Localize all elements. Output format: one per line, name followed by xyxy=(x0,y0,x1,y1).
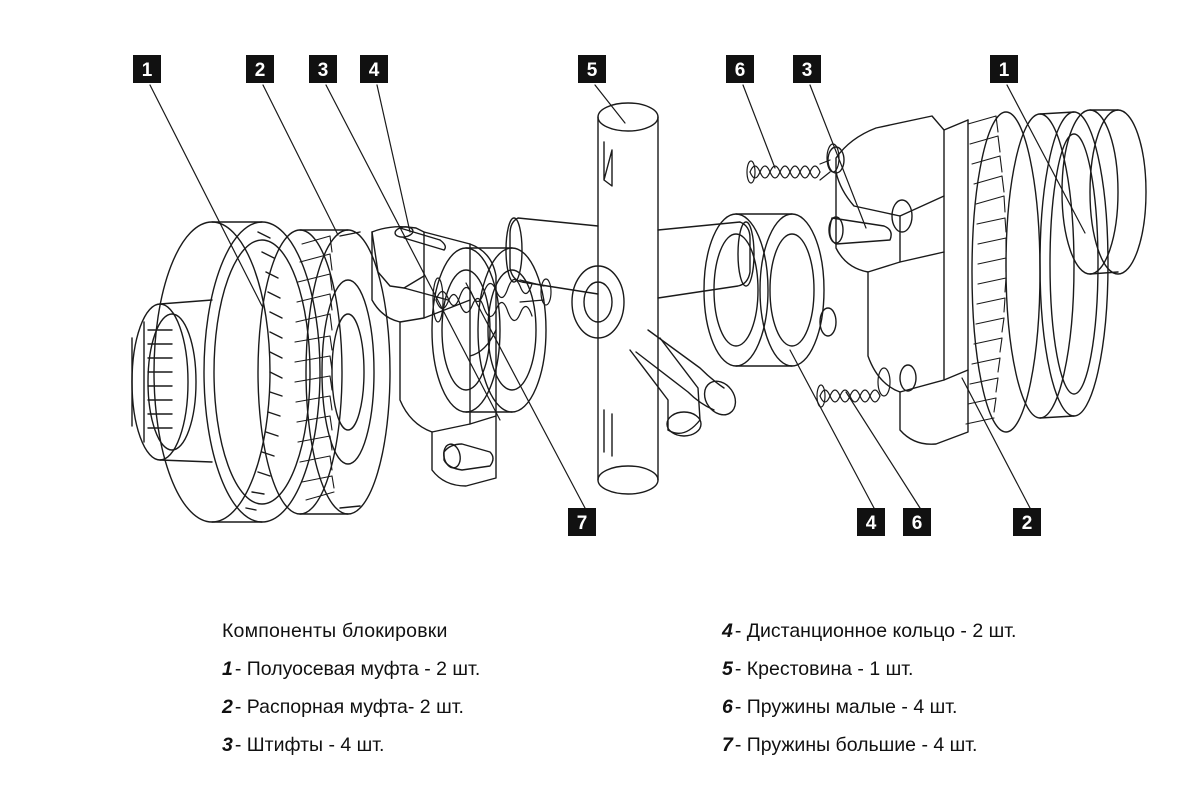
legend-item-5 xyxy=(722,650,1192,688)
callout-badge-6 xyxy=(903,508,931,536)
legend-column-left xyxy=(222,612,692,764)
callout-badge-number: 2 xyxy=(1021,513,1033,534)
callout-badge-number: 1 xyxy=(141,60,153,81)
legend-item-1 xyxy=(222,650,692,688)
callout-leaders xyxy=(150,85,1085,508)
callout-badge-2 xyxy=(246,55,274,83)
callout-badge-number: 1 xyxy=(998,60,1010,81)
callout-leader-line xyxy=(1007,85,1085,233)
legend-item-2 xyxy=(222,688,692,726)
callout-leader-line xyxy=(263,85,338,235)
callout-leader-line xyxy=(743,85,775,168)
legend-title: Компоненты блокировки xyxy=(222,620,448,642)
legend-item-7 xyxy=(722,726,1192,764)
callout-badge-number: 5 xyxy=(586,60,598,81)
legend-item-6 xyxy=(722,688,1192,726)
callout-badge-1 xyxy=(990,55,1018,83)
callout-badge-1 xyxy=(133,55,161,83)
callout-leader-line xyxy=(466,283,585,508)
legend-item-7-number: 7 xyxy=(722,734,733,756)
callout-leader-line xyxy=(150,85,262,306)
callout-leader-line xyxy=(377,85,410,232)
callout-badge-4 xyxy=(360,55,388,83)
callout-leader-line xyxy=(790,350,874,508)
callout-leader-line xyxy=(846,392,920,508)
legend-item-2-text: - Распорная муфта- 2 шт. xyxy=(234,696,464,718)
part-distance-ring-left xyxy=(432,248,546,412)
callout-badge-number: 4 xyxy=(368,60,380,81)
callout-badge-number: 6 xyxy=(734,60,746,81)
callout-badge-number: 3 xyxy=(801,60,813,81)
legend-item-7-text: - Пружины большие - 4 шт. xyxy=(734,734,978,756)
part-small-spring-bottom xyxy=(817,368,890,407)
callout-badge-3 xyxy=(309,55,337,83)
callout-badge-5 xyxy=(578,55,606,83)
legend-item-5-text: - Крестовина - 1 шт. xyxy=(734,658,914,680)
legend-item-1-number: 1 xyxy=(222,658,233,680)
part-distance-ring-right xyxy=(704,214,824,366)
legend-item-4-text: - Дистанционное кольцо - 2 шт. xyxy=(734,620,1017,642)
part-spacer-coupling-left xyxy=(258,230,390,514)
legend-item-4 xyxy=(722,612,1192,650)
part-half-axle-coupling-right xyxy=(1006,110,1146,418)
legend xyxy=(0,612,1200,802)
callout-badge-2 xyxy=(1013,508,1041,536)
part-half-axle-coupling-left xyxy=(132,222,320,522)
callout-badge-7 xyxy=(568,508,596,536)
callout-badge-number: 6 xyxy=(911,513,923,534)
callout-badge-6 xyxy=(726,55,754,83)
legend-item-1-text: - Полуосевая муфта - 2 шт. xyxy=(234,658,481,680)
legend-item-3-number: 3 xyxy=(222,734,233,756)
legend-item-2-number: 2 xyxy=(222,696,233,718)
legend-column-right xyxy=(722,612,1192,764)
callout-badge-number: 7 xyxy=(576,513,588,534)
callout-badge-number: 2 xyxy=(254,60,266,81)
legend-item-3 xyxy=(222,726,692,764)
part-small-spring-top xyxy=(747,144,839,183)
callout-badge-number: 4 xyxy=(865,513,877,534)
callout-leader-line xyxy=(326,85,500,420)
legend-item-6-number: 6 xyxy=(722,696,733,718)
callout-badge-3 xyxy=(793,55,821,83)
part-pin-carrier-right xyxy=(820,112,1040,444)
legend-item-5-number: 5 xyxy=(722,658,733,680)
legend-item-4-number: 4 xyxy=(722,620,733,642)
callout-badges xyxy=(133,55,1041,536)
legend-item-3-text: - Штифты - 4 шт. xyxy=(234,734,385,756)
callout-badge-number: 3 xyxy=(317,60,329,81)
callout-leader-line xyxy=(810,85,866,228)
callout-badge-4 xyxy=(857,508,885,536)
legend-item-6-text: - Пружины малые - 4 шт. xyxy=(734,696,958,718)
